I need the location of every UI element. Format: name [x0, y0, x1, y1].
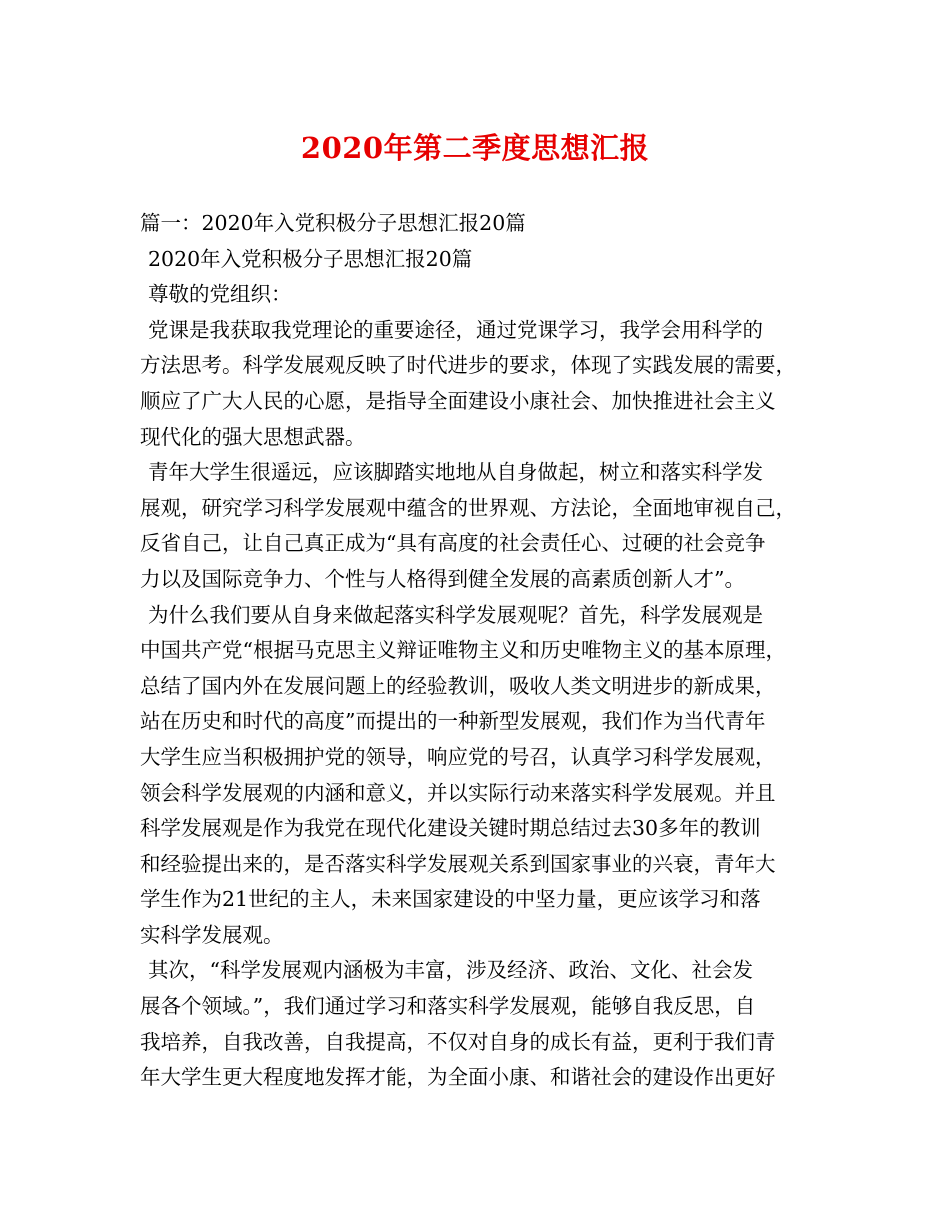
paragraph-line: 展各个领域。”，我们通过学习和落实科学发展观，能够自我反思，自 [140, 994, 756, 1019]
paragraph-line: 我培养，自我改善，自我提高，不仅对自身的成长有益，更利于我们青 [140, 1029, 776, 1054]
paragraph-line: 中国共产党“根据马克思主义辩证唯物主义和历史唯物主义的基本原理， [140, 638, 786, 663]
paragraph-line: 大学生应当积极拥护党的领导，响应党的号召，认真学习科学发展观， [140, 744, 776, 769]
paragraph-line: 党课是我获取我党理论的重要途径，通过党课学习，我学会用科学的 [148, 317, 763, 342]
paragraph-line: 力以及国际竞争力、个性与人格得到健全发展的高素质创新人才”。 [140, 566, 745, 591]
paragraph-line: 领会科学发展观的内涵和意义，并以实际行动来落实科学发展观。并且 [140, 780, 776, 805]
paragraph-line: 和经验提出来的，是否落实科学发展观关系到国家事业的兴衰，青年大 [140, 851, 776, 876]
paragraph-line: 科学发展观是作为我党在现代化建设关键时期总结过去30多年的教训 [140, 816, 761, 841]
document-body [140, 206, 816, 1096]
paragraph-line: 现代化的强大思想武器。 [140, 424, 366, 449]
document-title: 2020年第二季度思想汇报 [300, 131, 650, 165]
paragraph-line: 站在历史和时代的高度”而提出的一种新型发展观，我们作为当代青年 [140, 709, 766, 734]
paragraph-line: 顺应了广大人民的心愿，是指导全面建设小康社会、加快推进社会主义 [140, 388, 776, 413]
salutation: 尊敬的党组织： [148, 282, 292, 307]
paragraph-line: 年大学生更大程度地发挥才能，为全面小康、和谐社会的建设作出更好 [140, 1065, 776, 1090]
paragraph-line: 反省自己，让自己真正成为“具有高度的社会责任心、过硬的社会竞争 [140, 531, 766, 556]
paragraph-line: 为什么我们要从自身来做起落实科学发展观呢？首先，科学发展观是 [148, 602, 763, 627]
section-heading: 篇一：2020年入党积极分子思想汇报20篇 [140, 211, 526, 235]
paragraph-line: 总结了国内外在发展问题上的经验教训，吸收人类文明进步的新成果， [140, 673, 776, 698]
paragraph-line: 方法思考。科学发展观反映了时代进步的要求，体现了实践发展的需要， [140, 353, 796, 378]
paragraph-line: 展观，研究学习科学发展观中蕴含的世界观、方法论，全面地审视自己， [140, 495, 796, 520]
paragraph-line: 青年大学生很遥远，应该脚踏实地地从自身做起，树立和落实科学发 [148, 460, 763, 485]
paragraph-line: 其次，“科学发展观内涵极为丰富，涉及经济、政治、文化、社会发 [148, 958, 753, 983]
paragraph-line: 学生作为21世纪的主人，未来国家建设的中坚力量，更应该学习和落 [140, 887, 761, 912]
paragraph-line: 实科学发展观。 [140, 922, 284, 947]
subtitle-line: 2020年入党积极分子思想汇报20篇 [148, 246, 473, 271]
